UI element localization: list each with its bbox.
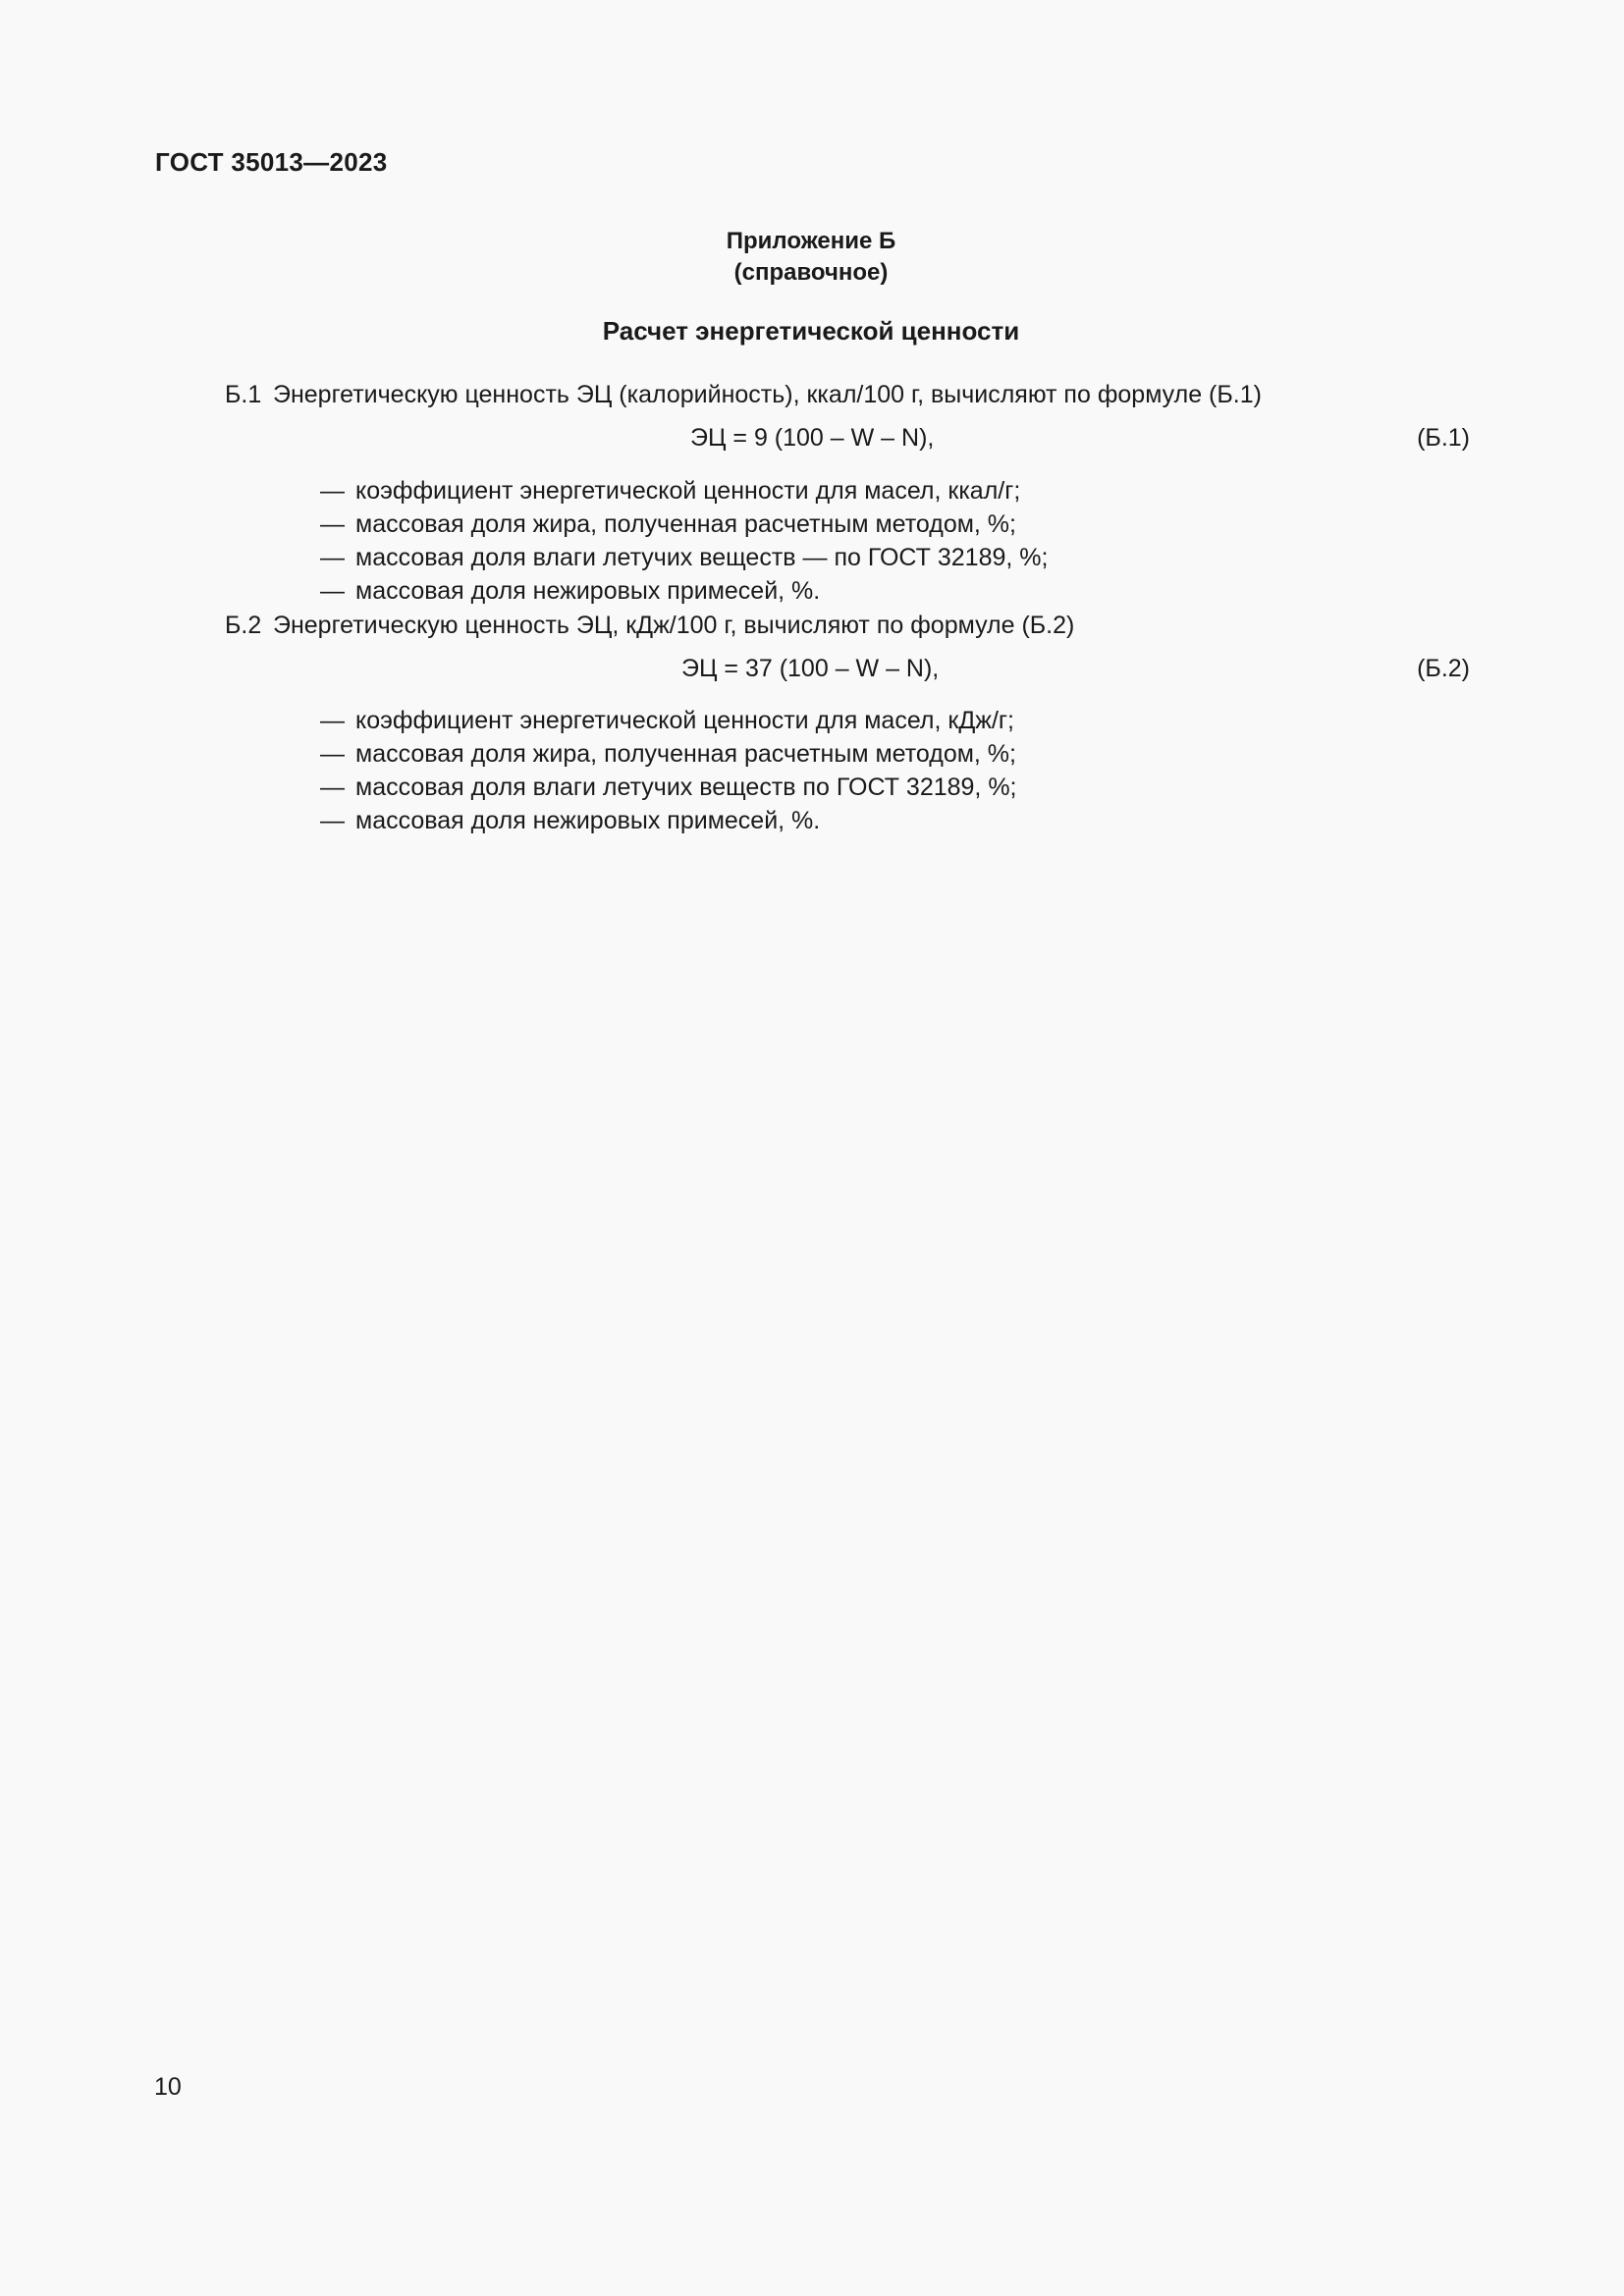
legend-dash: — (320, 577, 345, 605)
clause-b1 (225, 381, 1262, 409)
legend-description: коэффициент энергетической ценности для масел, кДж/г; (355, 707, 1014, 734)
legend-description: массовая доля влаги летучих веществ — по ГОСТ 32189, %; (355, 544, 1049, 571)
legend-dash: — (320, 707, 345, 734)
formula-b1: ЭЦ = 9 (100 – W – N), (690, 424, 935, 452)
formula-b2: ЭЦ = 37 (100 – W – N), (681, 655, 940, 682)
annex-title: Приложение Б (726, 228, 896, 254)
legend-dash: — (320, 510, 345, 538)
legend-description: массовая доля жира, полученная расчетным методом, %; (355, 740, 1016, 768)
page-number: 10 (154, 2073, 182, 2101)
clause-b2 (225, 612, 1074, 640)
legend-description: массовая доля влаги летучих веществ по ГОСТ 32189, %; (355, 774, 1017, 801)
legend-dash: — (320, 774, 345, 801)
clause-text: Энергетическую ценность ЭЦ (калорийность), ккал/100 г, вычисляют по формуле (Б.1) (273, 381, 1262, 408)
legend-description: коэффициент энергетической ценности для масел, ккал/г; (355, 477, 1021, 505)
legend-dash: — (320, 740, 345, 768)
clause-number: Б.2 (225, 612, 262, 639)
clause-number: Б.1 (225, 381, 262, 408)
legend-dash: — (320, 807, 345, 834)
annex-subtitle: (справочное) (733, 259, 889, 286)
legend-dash: — (320, 477, 345, 505)
legend-description: массовая доля нежировых примесей, %. (355, 577, 821, 605)
formula-number-b2: (Б.2) (1417, 655, 1470, 682)
document-code: ГОСТ 35013—2023 (155, 147, 388, 177)
legend-dash: — (320, 544, 345, 571)
annex-heading (615, 226, 1007, 289)
section-title: Расчет энергетической ценности (602, 316, 1020, 346)
legend-description: массовая доля жира, полученная расчетным методом, %; (355, 510, 1016, 538)
legend-description: массовая доля нежировых примесей, %. (355, 807, 821, 834)
formula-number-b1: (Б.1) (1417, 424, 1470, 452)
clause-text: Энергетическую ценность ЭЦ, кДж/100 г, вычисляют по формуле (Б.2) (273, 612, 1075, 639)
